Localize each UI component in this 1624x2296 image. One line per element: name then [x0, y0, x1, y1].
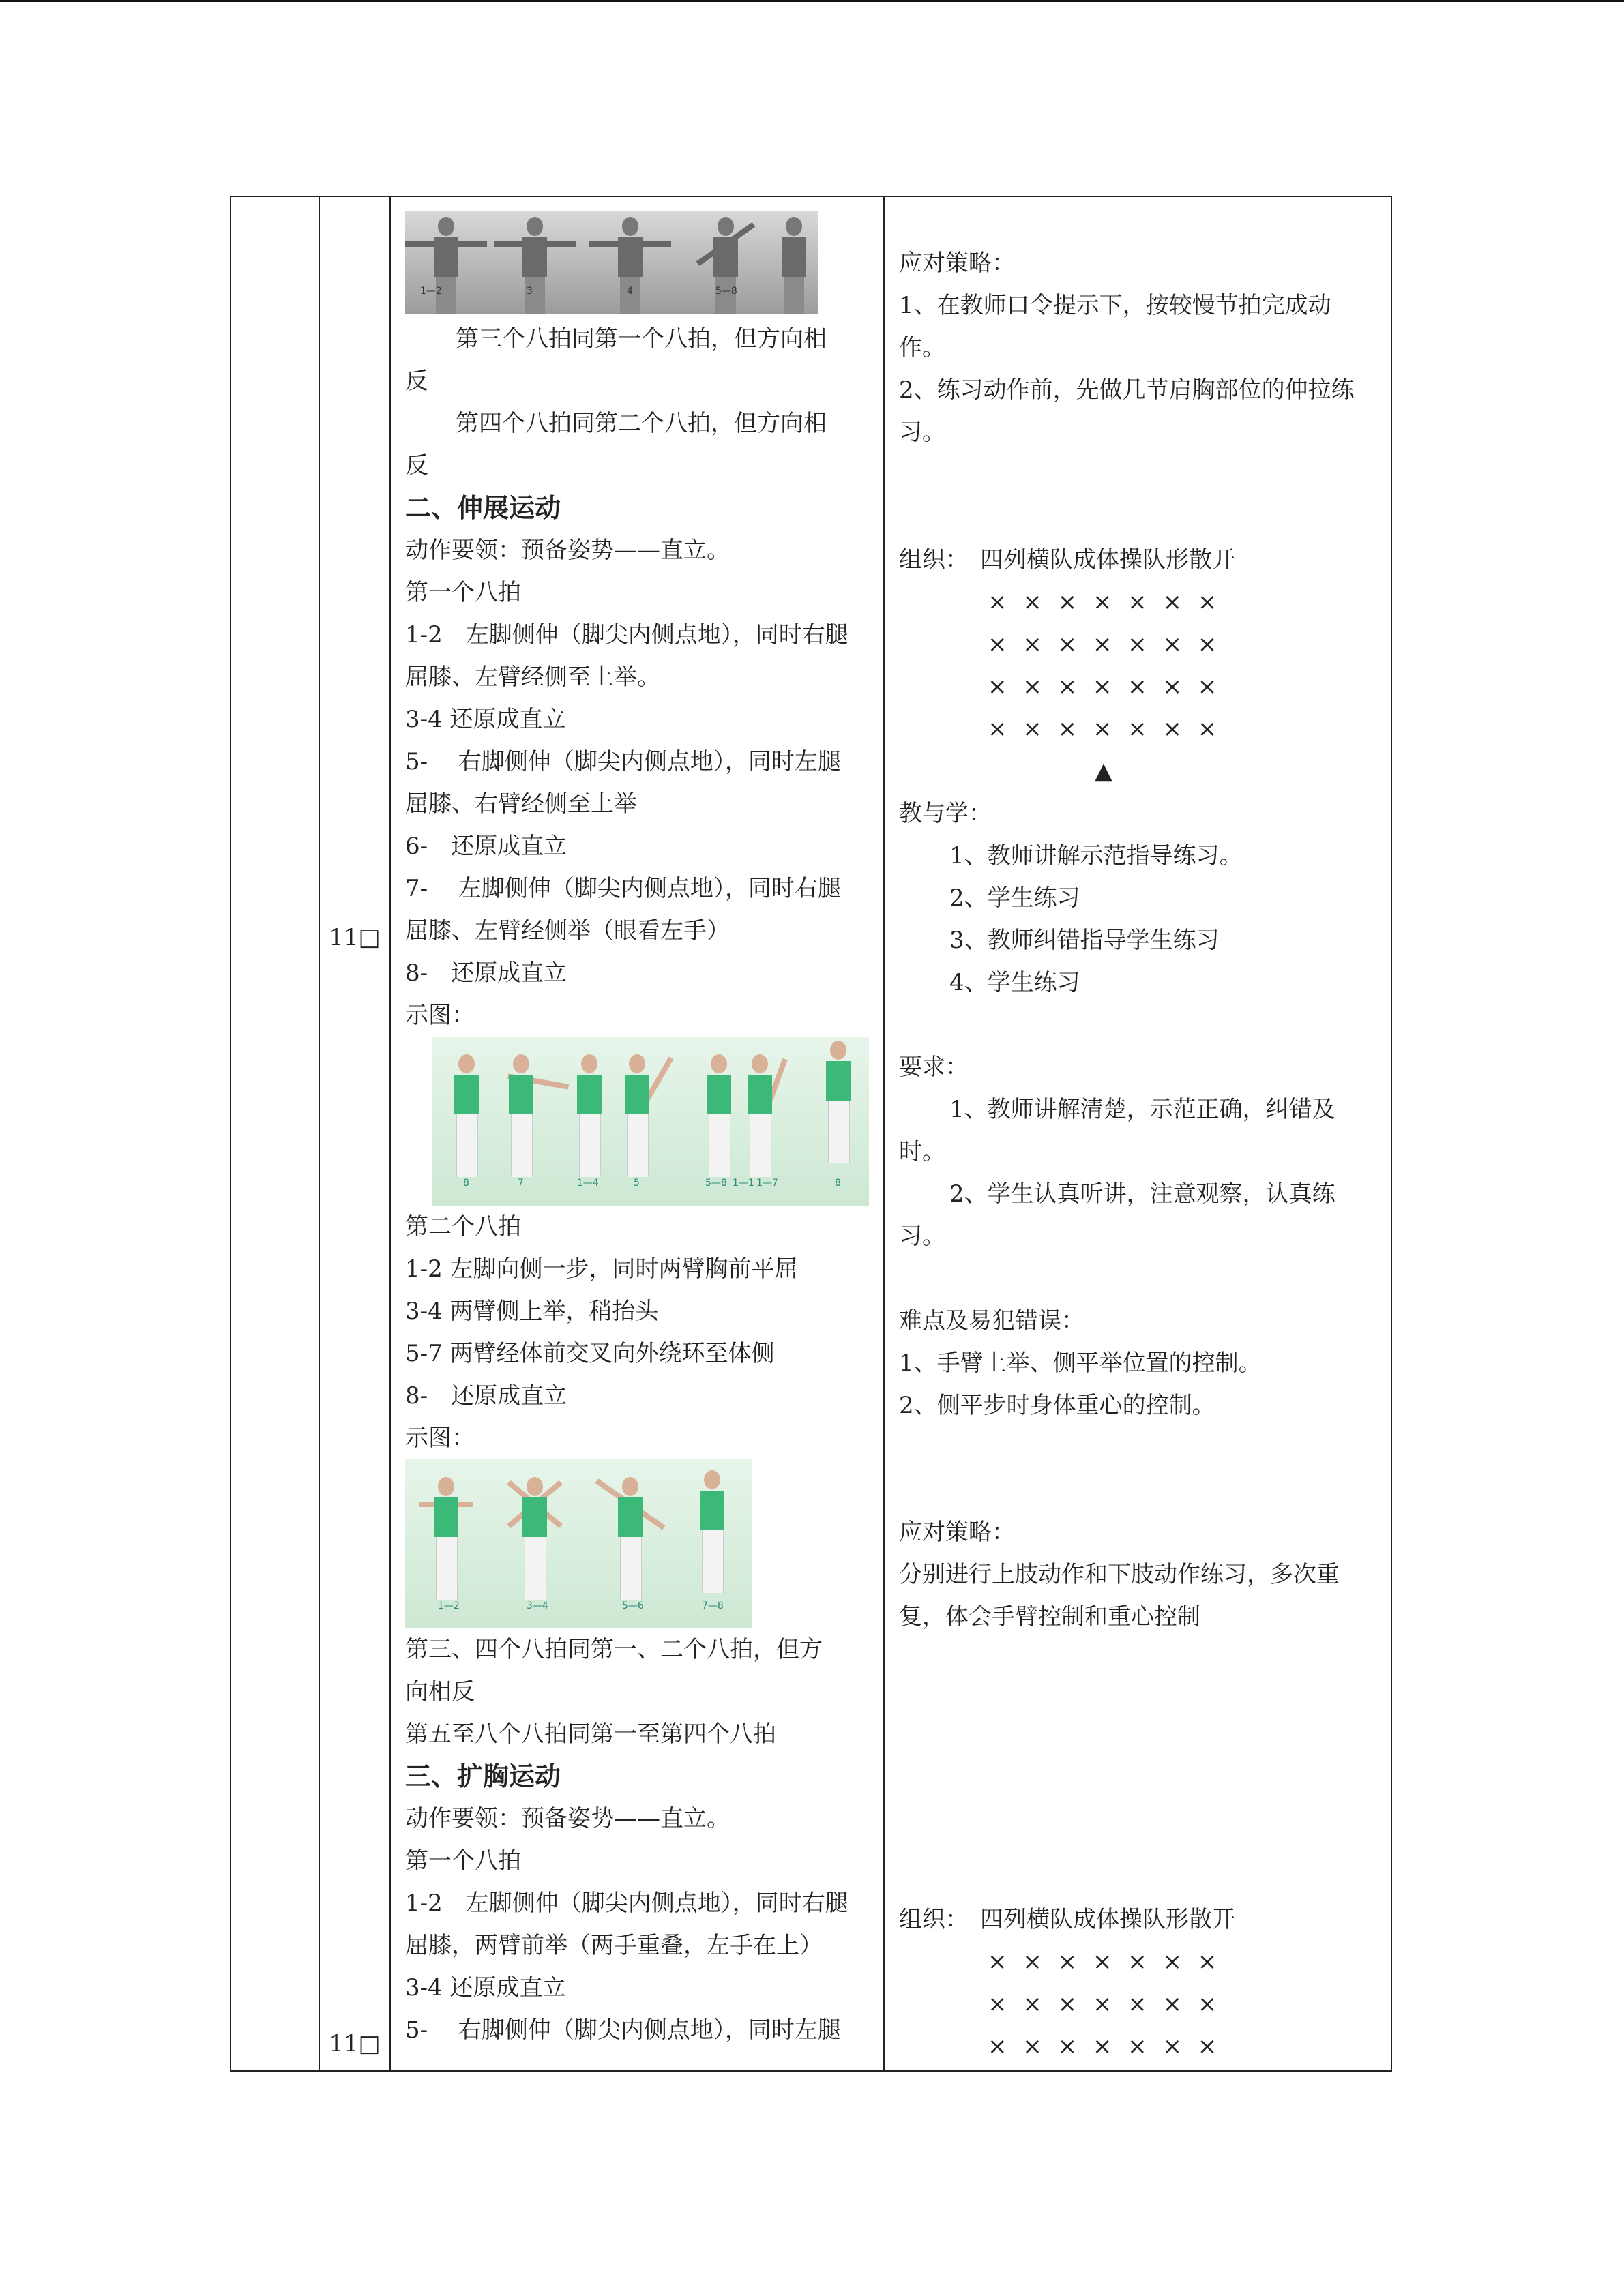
- text-line: 时。: [899, 1138, 945, 1165]
- text-line: 1、在教师口令提示下，按较慢节拍完成动: [899, 292, 1331, 319]
- text-line: 应对策略：: [899, 250, 1015, 277]
- formation-row: × × × × × × ×: [988, 2033, 1222, 2060]
- teacher-position-icon: ▲: [1094, 758, 1113, 785]
- organization-block-2: [899, 539, 1383, 1638]
- text-line: 1、教师讲解清楚，示范正确，纠错及: [949, 1096, 1335, 1123]
- text-line: 示图：: [405, 1425, 475, 1452]
- formation-label: 组织： 四列横队成体操队形散开: [899, 546, 1235, 573]
- text-line: 第四个八拍同第二个八拍，但方向相: [456, 410, 827, 437]
- formation-row: × × × × × × ×: [988, 588, 1222, 616]
- figure-beat-label: 5—8: [705, 1178, 727, 1189]
- section-heading: 二、伸展运动: [405, 493, 561, 523]
- figure-beat-label: 5: [634, 1178, 640, 1189]
- figure-beat-label: 8: [835, 1178, 841, 1189]
- figure-beat-label: 1—2: [420, 286, 442, 297]
- text-line: 反: [405, 368, 428, 395]
- text-line: 第一个八拍: [405, 579, 521, 606]
- formation-row: × × × × × × ×: [988, 1991, 1222, 2018]
- time-cell: 11□: [329, 924, 381, 951]
- formation-row: × × × × × × ×: [988, 673, 1222, 700]
- formation-row: × × × × × × ×: [988, 715, 1222, 743]
- figure-stretch-sequence-1: [432, 1037, 869, 1206]
- formation-row: × × × × × × ×: [988, 631, 1222, 658]
- text-line: 复，体会手臂控制和重心控制: [899, 1603, 1200, 1630]
- text-line: 3-4 还原成直立: [405, 1974, 566, 2001]
- column-divider: [319, 196, 320, 2072]
- text-line: 示图：: [405, 1002, 475, 1029]
- formation-label: 组织： 四列横队成体操队形散开: [899, 1906, 1235, 1933]
- list-item: 1、教师讲解示范指导练习。: [949, 842, 1243, 869]
- list-item: 1、手臂上举、侧平举位置的控制。: [899, 1350, 1262, 1377]
- text-line: 1-2 左脚侧伸（脚尖内侧点地），同时右腿: [405, 1890, 848, 1917]
- figure-beat-label: 7: [518, 1178, 524, 1189]
- text-line: 难点及易犯错误：: [899, 1307, 1084, 1335]
- text-line: 要求：: [899, 1054, 969, 1081]
- list-item: 3、教师纠错指导学生练习: [949, 927, 1220, 954]
- figure-beat-label: 1—4: [577, 1178, 599, 1189]
- text-line: 作。: [899, 334, 945, 361]
- text-line: 5- 右脚侧伸（脚尖内侧点地），同时左腿: [405, 748, 841, 775]
- text-line: 2、练习动作前，先做几节肩胸部位的伸拉练: [899, 376, 1355, 404]
- page-top-rule: [0, 0, 1624, 2]
- column-divider: [389, 196, 391, 2072]
- figure-beat-label: 7—8: [702, 1600, 724, 1611]
- text-line: 2、学生认真听讲，注意观察，认真练: [949, 1180, 1335, 1208]
- figure-beat-label: 1—1: [733, 1178, 754, 1189]
- figure-beat-label: 5—6: [622, 1600, 644, 1611]
- formation-row: × × × × × × ×: [988, 1948, 1222, 1976]
- figure-person: [773, 217, 814, 299]
- text-line: 屈膝、左臂经侧举（眼看左手）: [405, 917, 730, 944]
- list-item: 4、学生练习: [949, 969, 1080, 996]
- list-item: 2、学生练习: [949, 884, 1080, 912]
- text-line: 屈膝，两臂前举（两手重叠，左手在上）: [405, 1932, 823, 1959]
- text-line: 反: [405, 452, 428, 479]
- text-line: 第二个八拍: [405, 1213, 521, 1240]
- text-line: 屈膝、左臂经侧至上举。: [405, 664, 660, 691]
- list-item: 2、侧平步时身体重心的控制。: [899, 1392, 1215, 1419]
- text-line: 7- 左脚侧伸（脚尖内侧点地），同时右腿: [405, 875, 841, 902]
- text-line: 第三个八拍同第一个八拍，但方向相: [456, 325, 827, 353]
- text-line: 动作要领：预备姿势——直立。: [405, 537, 730, 564]
- figure-arm-swing-gray: [405, 211, 818, 314]
- text-line: 5-7 两臂经体前交叉向外绕环至体侧: [405, 1340, 775, 1367]
- content-column: [405, 195, 876, 2051]
- figure-beat-label: 4: [627, 286, 633, 297]
- text-line: 8- 还原成直立: [405, 959, 567, 987]
- text-line: 习。: [899, 419, 945, 446]
- organization-block-3: [899, 1898, 1383, 2068]
- text-line: 第五至八个八拍同第一至第四个八拍: [405, 1720, 776, 1748]
- figure-stretch-sequence-2: [405, 1459, 752, 1628]
- figure-beat-label: 3: [527, 286, 533, 297]
- text-line: 应对策略：: [899, 1519, 1015, 1546]
- text-line: 向相反: [405, 1678, 475, 1705]
- text-line: 教与学：: [899, 800, 992, 827]
- text-line: 第三、四个八拍同第一、二个八拍，但方: [405, 1636, 823, 1663]
- figure-beat-label: 1—2: [438, 1600, 460, 1611]
- text-line: 3-4 还原成直立: [405, 706, 566, 733]
- text-line: 动作要领：预备姿势——直立。: [405, 1805, 730, 1832]
- text-line: 1-2 左脚侧伸（脚尖内侧点地），同时右腿: [405, 621, 848, 648]
- column-divider: [883, 196, 885, 2072]
- organization-block-1: [899, 242, 1383, 453]
- text-line: 3-4 两臂侧上举，稍抬头: [405, 1298, 659, 1325]
- text-line: 8- 还原成直立: [405, 1382, 567, 1410]
- figure-beat-label: 8: [463, 1178, 469, 1189]
- figure-beat-label: 1—7: [756, 1178, 778, 1189]
- figure-beat-label: 3—4: [527, 1600, 548, 1611]
- figure-person: [514, 217, 555, 299]
- section-heading: 三、扩胸运动: [405, 1761, 561, 1791]
- text-line: 习。: [899, 1223, 945, 1250]
- text-line: 6- 还原成直立: [405, 833, 567, 860]
- text-line: 屈膝、右臂经侧至上举: [405, 790, 637, 818]
- text-line: 分别进行上肢动作和下肢动作练习，多次重: [899, 1561, 1340, 1588]
- text-line: 5- 右脚侧伸（脚尖内侧点地），同时左腿: [405, 2016, 841, 2044]
- figure-beat-label: 5—8: [715, 286, 737, 297]
- text-line: 1-2 左脚向侧一步，同时两臂胸前平屈: [405, 1255, 798, 1283]
- time-cell: 11□: [329, 2030, 381, 2057]
- text-line: 第一个八拍: [405, 1847, 521, 1875]
